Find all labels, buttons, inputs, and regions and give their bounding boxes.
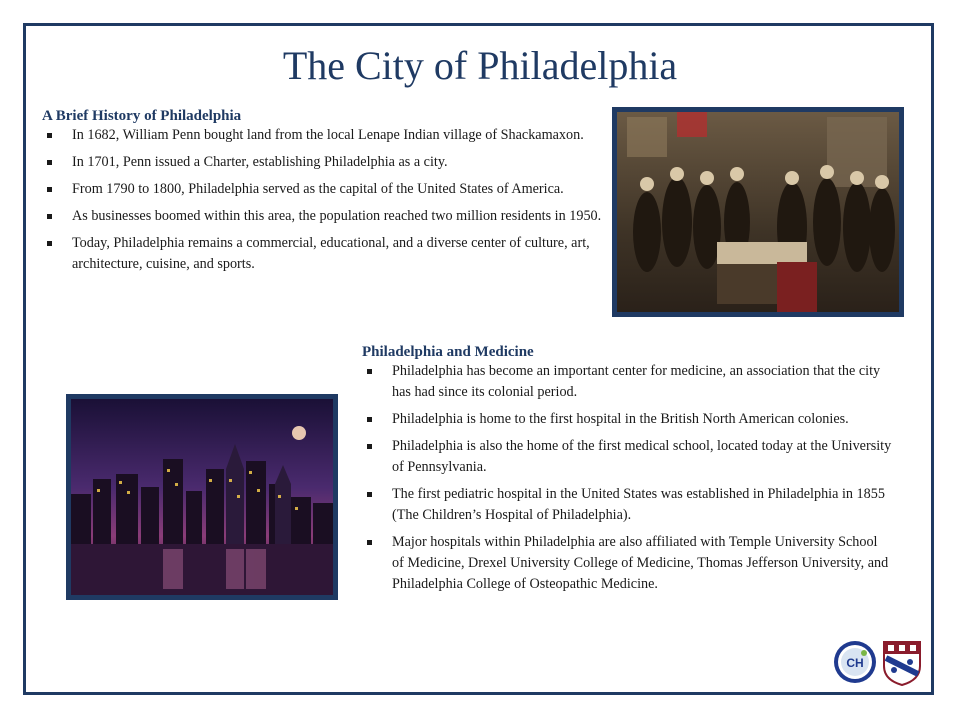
chop-logo-text: CH: [846, 656, 864, 670]
bullet-square-icon: [47, 160, 52, 165]
bullet-square-icon: [367, 369, 372, 374]
list-item: As businesses boomed within this area, the population reached two million residents in 1950.: [42, 206, 602, 227]
chop-logo-icon: [833, 640, 877, 684]
list-item: Philadelphia has become an important center for medicine, an association that the city has had since its colonial period.: [362, 361, 892, 403]
philadelphia-skyline-image: [66, 394, 338, 600]
slide-title: The City of Philadelphia: [282, 43, 678, 88]
list-item: In 1701, Penn issued a Charter, establishing Philadelphia as a city.: [42, 152, 602, 173]
list-item: Today, Philadelphia remains a commercial, educational, and a diverse center of culture, art, architecture, cuisine, and sports.: [42, 233, 602, 275]
list-item: From 1790 to 1800, Philadelphia served as the capital of the United States of America.: [42, 179, 602, 200]
list-item: Major hospitals within Philadelphia are also affiliated with Temple University School of Medicine, Drexel University College of Medicine, Thomas Jefferson University, and Philadelphia College of Osteopathic Medicine.: [362, 532, 892, 595]
declaration-painting-image: [612, 107, 904, 317]
bullet-square-icon: [47, 214, 52, 219]
bullet-square-icon: [367, 492, 372, 497]
bullet-square-icon: [367, 417, 372, 422]
list-item: Philadelphia is home to the first hospital in the British North American colonies.: [362, 409, 892, 430]
history-bullet-list: [42, 125, 602, 281]
list-item: The first pediatric hospital in the United States was established in Philadelphia in 1855 (The Children’s Hospital of Philadelphia).: [362, 484, 892, 526]
penn-shield-icon: [882, 640, 922, 686]
bullet-square-icon: [367, 540, 372, 545]
history-heading: A Brief History of Philadelphia: [42, 108, 242, 124]
bullet-square-icon: [47, 133, 52, 138]
bullet-square-icon: [367, 444, 372, 449]
bullet-square-icon: [47, 241, 52, 246]
list-item: Philadelphia is also the home of the first medical school, located today at the University of Pennsylvania.: [362, 436, 892, 478]
medicine-heading: Philadelphia and Medicine: [362, 344, 534, 360]
bullet-square-icon: [47, 187, 52, 192]
list-item: In 1682, William Penn bought land from the local Lenape Indian village of Shackamaxon.: [42, 125, 602, 146]
medicine-bullet-list: [362, 361, 892, 601]
